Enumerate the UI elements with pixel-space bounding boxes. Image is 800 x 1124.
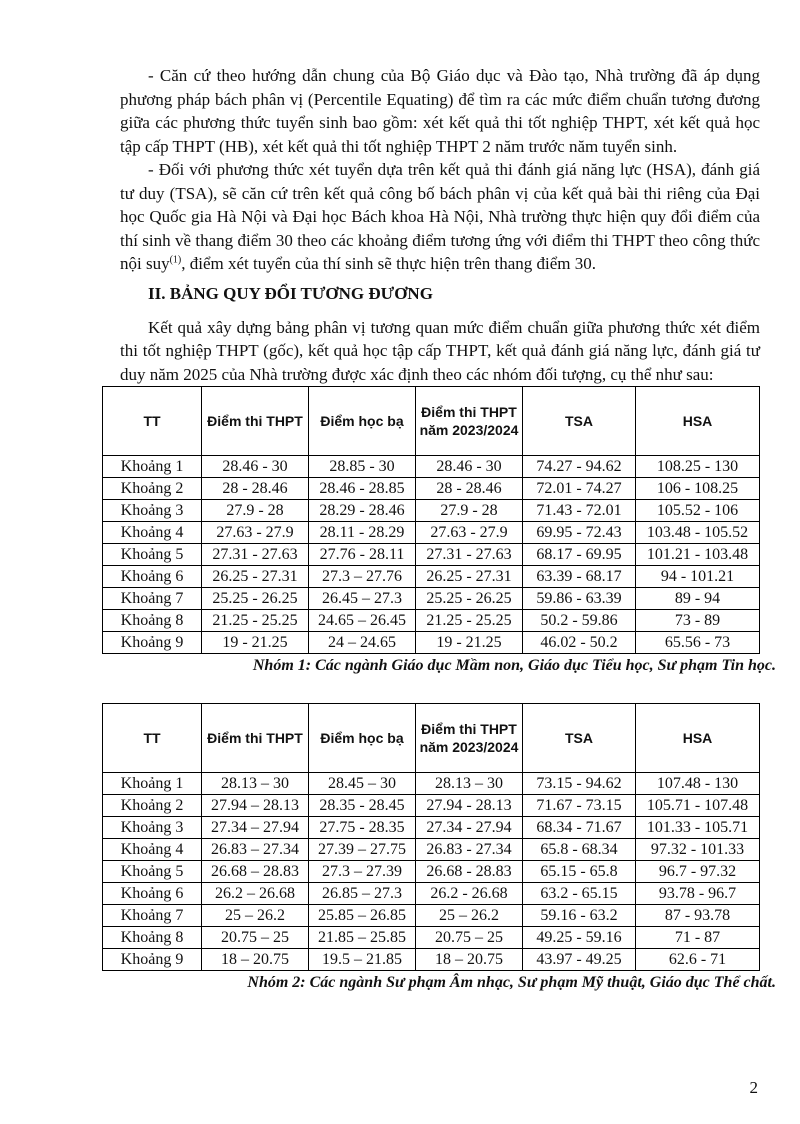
cell-hsa: 105.71 - 107.48 [636,795,760,817]
cell-hocba: 24 – 24.65 [309,632,416,654]
cell-hocba: 27.75 - 28.35 [309,817,416,839]
cell-tsa: 69.95 - 72.43 [523,522,636,544]
cell-tsa: 63.39 - 68.17 [523,566,636,588]
section-title: II. BẢNG QUY ĐỔI TƯƠNG ĐƯƠNG [148,283,433,303]
page-number: 2 [749,1078,758,1097]
cell-tt: Khoảng 1 [103,773,202,795]
cell-hocba: 21.85 – 25.85 [309,927,416,949]
header-hsa: HSA [636,387,760,456]
cell-thpt-prev: 27.9 - 28 [416,500,523,522]
conversion-table-group-1 [102,386,760,654]
cell-hocba: 27.76 - 28.11 [309,544,416,566]
table-row [103,500,760,522]
cell-hsa: 87 - 93.78 [636,905,760,927]
table-row [103,522,760,544]
cell-hsa: 101.33 - 105.71 [636,817,760,839]
cell-thpt-prev: 25 – 26.2 [416,905,523,927]
cell-hsa: 101.21 - 103.48 [636,544,760,566]
cell-tsa: 68.17 - 69.95 [523,544,636,566]
cell-tsa: 65.15 - 65.8 [523,861,636,883]
cell-hsa: 94 - 101.21 [636,566,760,588]
cell-hocba: 27.3 – 27.39 [309,861,416,883]
table-body-group-2 [103,773,760,971]
cell-thpt-prev: 26.83 - 27.34 [416,839,523,861]
cell-thpt: 28.46 - 30 [202,456,309,478]
header-tsa: TSA [523,704,636,773]
cell-hocba: 28.46 - 28.85 [309,478,416,500]
cell-thpt-prev: 20.75 – 25 [416,927,523,949]
cell-thpt: 27.94 – 28.13 [202,795,309,817]
cell-tt: Khoảng 4 [103,522,202,544]
table-row [103,588,760,610]
cell-tt: Khoảng 9 [103,949,202,971]
table-row [103,456,760,478]
cell-thpt-prev: 28 - 28.46 [416,478,523,500]
cell-hocba: 26.85 – 27.3 [309,883,416,905]
cell-hocba: 28.29 - 28.46 [309,500,416,522]
cell-tsa: 46.02 - 50.2 [523,632,636,654]
table-row [103,861,760,883]
paragraph-percentile-method: - Căn cứ theo hướng dẫn chung của Bộ Giáo dục và Đào tạo, Nhà trường đã áp dụng phương pháp bách phân vị (Percentile Equating) để tìm ra các mức điểm chuẩn tương đương giữa các phương thức tuyển sinh bao gồm: xét kết quả thi tốt nghiệp THPT, xét kết quả học tập cấp THPT (HB), xét kết quả thi tốt nghiệp THPT 2 năm trước năm tuyển sinh. [120,66,760,156]
cell-tt: Khoảng 8 [103,927,202,949]
cell-thpt: 25.25 - 26.25 [202,588,309,610]
cell-tsa: 73.15 - 94.62 [523,773,636,795]
table-row [103,927,760,949]
paragraph-table-intro: Kết quả xây dựng bảng phân vị tương quan mức điểm chuẩn giữa phương thức xét điểm thi tốt nghiệp THPT (gốc), kết quả học tập cấp THPT, kết quả đánh giá năng lực, đánh giá tư duy năm 2025 của Nhà trường được xác định theo các nhóm đối tượng, cụ thể như sau: [120,317,760,384]
cell-tsa: 65.8 - 68.34 [523,839,636,861]
table-row [103,883,760,905]
table-row [103,566,760,588]
table-row [103,905,760,927]
table-header-row [103,387,760,456]
cell-tsa: 59.86 - 63.39 [523,588,636,610]
cell-thpt: 18 – 20.75 [202,949,309,971]
cell-tt: Khoảng 7 [103,905,202,927]
cell-tsa: 63.2 - 65.15 [523,883,636,905]
cell-thpt-prev: 28.13 – 30 [416,773,523,795]
cell-thpt-prev: 27.31 - 27.63 [416,544,523,566]
cell-tsa: 49.25 - 59.16 [523,927,636,949]
cell-thpt-prev: 25.25 - 26.25 [416,588,523,610]
cell-thpt-prev: 26.68 - 28.83 [416,861,523,883]
table-body-group-1 [103,456,760,654]
cell-tt: Khoảng 6 [103,883,202,905]
cell-thpt: 27.63 - 27.9 [202,522,309,544]
cell-hocba: 19.5 – 21.85 [309,949,416,971]
cell-hsa: 89 - 94 [636,588,760,610]
cell-thpt: 26.2 – 26.68 [202,883,309,905]
cell-tsa: 72.01 - 74.27 [523,478,636,500]
cell-hsa: 107.48 - 130 [636,773,760,795]
cell-hocba: 28.35 - 28.45 [309,795,416,817]
cell-tt: Khoảng 5 [103,861,202,883]
cell-hocba: 26.45 – 27.3 [309,588,416,610]
cell-thpt: 26.25 - 27.31 [202,566,309,588]
cell-hocba: 28.11 - 28.29 [309,522,416,544]
table-row [103,773,760,795]
header-thpt: Điểm thi THPT [202,704,309,773]
table-row [103,610,760,632]
paragraph-hsa-tsa-conversion [120,158,760,276]
cell-thpt: 27.34 – 27.94 [202,817,309,839]
cell-hocba: 28.85 - 30 [309,456,416,478]
cell-hsa: 108.25 - 130 [636,456,760,478]
header-hsa: HSA [636,704,760,773]
table-row [103,544,760,566]
cell-hsa: 97.32 - 101.33 [636,839,760,861]
header-thpt: Điểm thi THPT [202,387,309,456]
cell-tt: Khoảng 4 [103,839,202,861]
cell-hocba: 27.3 – 27.76 [309,566,416,588]
cell-thpt: 20.75 – 25 [202,927,309,949]
paragraph-hsa-tsa-text-a: - Đối với phương thức xét tuyển dựa trên kết quả thi đánh giá năng lực (HSA), đánh giá tư duy (TSA), sẽ căn cứ trên kết quả công bố bách phân vị của kết quả bài thi riêng của Đại học Quốc gia Hà Nội và Đại học Bách khoa Hà Nội, Nhà trường thực hiện quy đổi điểm của thí sinh về thang điểm 30 theo các khoảng điểm tương ứng với điểm thi THPT theo công thức nội suy [120,160,760,273]
cell-hsa: 73 - 89 [636,610,760,632]
caption-group-2: Nhóm 2: Các ngành Sư phạm Âm nhạc, Sư phạm Mỹ thuật, Giáo dục Thể chất. [247,974,776,991]
cell-hsa: 96.7 - 97.32 [636,861,760,883]
cell-thpt: 28 - 28.46 [202,478,309,500]
table-row [103,817,760,839]
cell-thpt: 28.13 – 30 [202,773,309,795]
cell-tsa: 43.97 - 49.25 [523,949,636,971]
table-row [103,795,760,817]
cell-thpt-prev: 21.25 - 25.25 [416,610,523,632]
cell-hsa: 62.6 - 71 [636,949,760,971]
table-row [103,632,760,654]
cell-thpt-prev: 26.2 - 26.68 [416,883,523,905]
header-thpt-prev: Điểm thi THPT năm 2023/2024 [416,387,523,456]
cell-tt: Khoảng 1 [103,456,202,478]
header-tt: TT [103,704,202,773]
cell-tsa: 68.34 - 71.67 [523,817,636,839]
cell-hocba: 25.85 – 26.85 [309,905,416,927]
cell-hsa: 103.48 - 105.52 [636,522,760,544]
cell-thpt: 21.25 - 25.25 [202,610,309,632]
cell-tt: Khoảng 6 [103,566,202,588]
cell-thpt-prev: 19 - 21.25 [416,632,523,654]
cell-hocba: 27.39 – 27.75 [309,839,416,861]
cell-thpt-prev: 18 – 20.75 [416,949,523,971]
cell-tsa: 59.16 - 63.2 [523,905,636,927]
cell-thpt: 27.31 - 27.63 [202,544,309,566]
header-tt: TT [103,387,202,456]
cell-thpt: 27.9 - 28 [202,500,309,522]
header-hocba: Điểm học bạ [309,704,416,773]
table-row [103,478,760,500]
table-row [103,839,760,861]
cell-tt: Khoảng 9 [103,632,202,654]
cell-hocba: 28.45 – 30 [309,773,416,795]
table-header-row [103,704,760,773]
cell-hocba: 24.65 – 26.45 [309,610,416,632]
cell-tt: Khoảng 2 [103,478,202,500]
cell-thpt-prev: 27.34 - 27.94 [416,817,523,839]
cell-tsa: 74.27 - 94.62 [523,456,636,478]
cell-thpt-prev: 27.63 - 27.9 [416,522,523,544]
header-tsa: TSA [523,387,636,456]
cell-hsa: 105.52 - 106 [636,500,760,522]
cell-tsa: 50.2 - 59.86 [523,610,636,632]
cell-hsa: 71 - 87 [636,927,760,949]
cell-thpt: 19 - 21.25 [202,632,309,654]
table-row [103,949,760,971]
document-body [120,64,776,994]
paragraph-hsa-tsa-text-b: , điểm xét tuyển của thí sinh sẽ thực hiện trên thang điểm 30. [181,254,597,273]
footnote-marker: (1) [169,254,182,266]
caption-group-1: Nhóm 1: Các ngành Giáo dục Mầm non, Giáo dục Tiểu học, Sư phạm Tin học. [252,657,776,674]
cell-tt: Khoảng 3 [103,817,202,839]
cell-thpt-prev: 28.46 - 30 [416,456,523,478]
cell-hsa: 93.78 - 96.7 [636,883,760,905]
cell-tt: Khoảng 5 [103,544,202,566]
cell-hsa: 106 - 108.25 [636,478,760,500]
cell-tt: Khoảng 8 [103,610,202,632]
cell-tt: Khoảng 7 [103,588,202,610]
header-hocba: Điểm học bạ [309,387,416,456]
cell-hsa: 65.56 - 73 [636,632,760,654]
cell-tt: Khoảng 2 [103,795,202,817]
cell-thpt: 26.83 – 27.34 [202,839,309,861]
cell-tt: Khoảng 3 [103,500,202,522]
cell-tsa: 71.43 - 72.01 [523,500,636,522]
cell-thpt-prev: 26.25 - 27.31 [416,566,523,588]
cell-thpt: 25 – 26.2 [202,905,309,927]
conversion-table-group-2 [102,703,760,971]
cell-thpt: 26.68 – 28.83 [202,861,309,883]
header-thpt-prev: Điểm thi THPT năm 2023/2024 [416,704,523,773]
cell-thpt-prev: 27.94 - 28.13 [416,795,523,817]
cell-tsa: 71.67 - 73.15 [523,795,636,817]
